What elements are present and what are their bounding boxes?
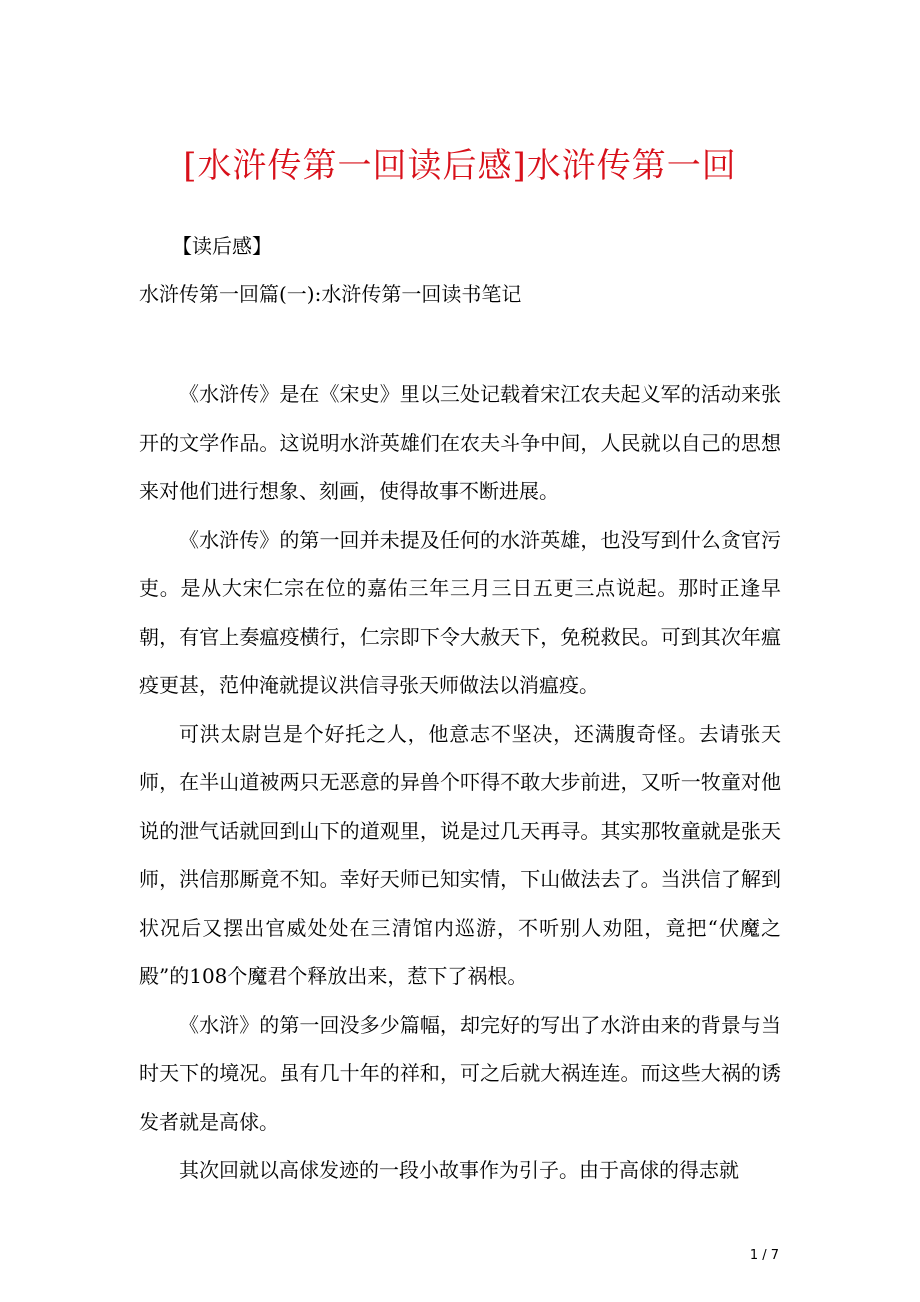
- document-body: [139, 370, 781, 1195]
- body-paragraph: 《水浒传》的第一回并未提及任何的水浒英雄，也没写到什么贪官污吏。是从大宋仁宗在位的嘉佑三年三月三日五更三点说起。那时正逢早朝，有官上奏瘟疫横行，仁宗即下令大赦天下，免税救民。可到其次年瘟疫更甚，范仲淹就提议洪信寻张天师做法以消瘟疫。: [139, 527, 781, 697]
- category-tag: 【读后感】: [172, 234, 272, 258]
- page-number: 1 / 7: [749, 1248, 779, 1263]
- body-paragraph: 其次回就以高俅发迹的一段小故事作为引子。由于高俅的得志就: [179, 1158, 739, 1182]
- body-paragraph: 《水浒传》是在《宋史》里以三处记载着宋江农夫起义军的活动来张开的文学作品。这说明水浒英雄们在农夫斗争中间，人民就以自己的思想来对他们进行想象、刻画，使得故事不断进展。: [139, 382, 781, 503]
- document-title: [水浒传第一回读后感]水浒传第一回: [183, 146, 737, 186]
- body-paragraph: 《水浒》的第一回没多少篇幅，却完好的写出了水浒由来的背景与当时天下的境况。虽有几十年的祥和，可之后就大祸连连。而这些大祸的诱发者就是高俅。: [139, 1012, 781, 1134]
- body-paragraph: 可洪太尉岂是个好托之人，他意志不坚决，还满腹奇怪。去请张天师，在半山道被两只无恶意的异兽个吓得不敢大步前进，又听一牧童对他说的泄气话就回到山下的道观里，说是过几天再寻。其实那牧童就是张天师，洪信那厮竟不知。幸好天师已知实情，下山做法去了。当洪信了解到状况后又摆出官威处处在三清馆内巡游，不听别人劝阻，竟把“伏魔之殿”的108个魔君个释放出来，惹下了祸根。: [139, 721, 781, 988]
- section-subtitle: 水浒传第一回篇(一):水浒传第一回读书笔记: [139, 282, 522, 306]
